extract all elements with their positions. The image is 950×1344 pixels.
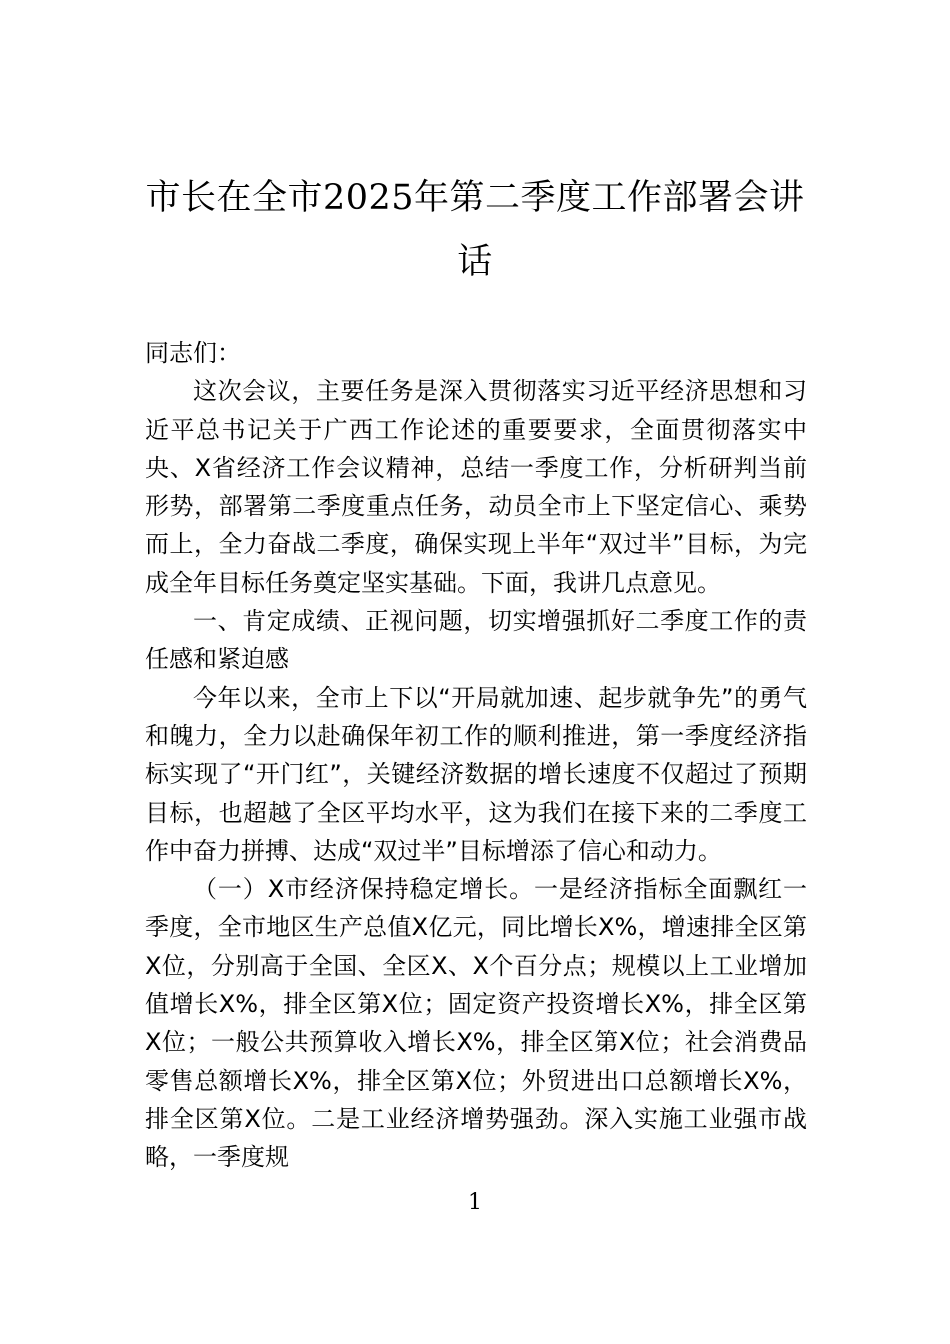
section-heading-1: 一、肯定成绩、正视问题，切实增强抓好二季度工作的责任感和紧迫感: [145, 607, 807, 674]
paragraph-intro: 这次会议，主要任务是深入贯彻落实习近平经济思想和习近平总书记关于广西工作论述的重要要求，全面贯彻落实中央、X省经济工作会议精神，总结一季度工作，分析研判当前形势，部署第二季度重点任务，动员全市上下坚定信心、乘势而上，全力奋战二季度，确保实现上半年“双过半”目标，为完成全年目标任务奠定坚实基础。下面，我讲几点意见。: [145, 377, 807, 597]
salutation: 同志们：: [145, 339, 241, 367]
document-title: 市长在全市2025年第二季度工作部署会讲话: [145, 178, 805, 282]
page-number: 1: [468, 1190, 482, 1215]
paragraph-economy: （一）X市经济保持稳定增长。一是经济指标全面飘红一季度，全市地区生产总值X亿元，同比增长X%，增速排全区第X位，分别高于全国、全区X、X个百分点；规模以上工业增加值增长X%，排全区第X位；固定资产投资增长X%，排全区第X位；一般公共预算收入增长X%，排全区第X位；社会消费品零售总额增长X%，排全区第X位；外贸进出口总额增长X%，排全区第X位。二是工业经济增势强劲。深入实施工业强市战略，一季度规: [145, 875, 807, 1172]
paragraph-overview: 今年以来，全市上下以“开局就加速、起步就争先”的勇气和魄力，全力以赴确保年初工作的顺利推进，第一季度经济指标实现了“开门红”，关键经济数据的增长速度不仅超过了预期目标，也超越了全区平均水平，这为我们在接下来的二季度工作中奋力拼搏、达成“双过半”目标增添了信心和动力。: [145, 683, 807, 865]
document-body: [145, 334, 807, 1177]
